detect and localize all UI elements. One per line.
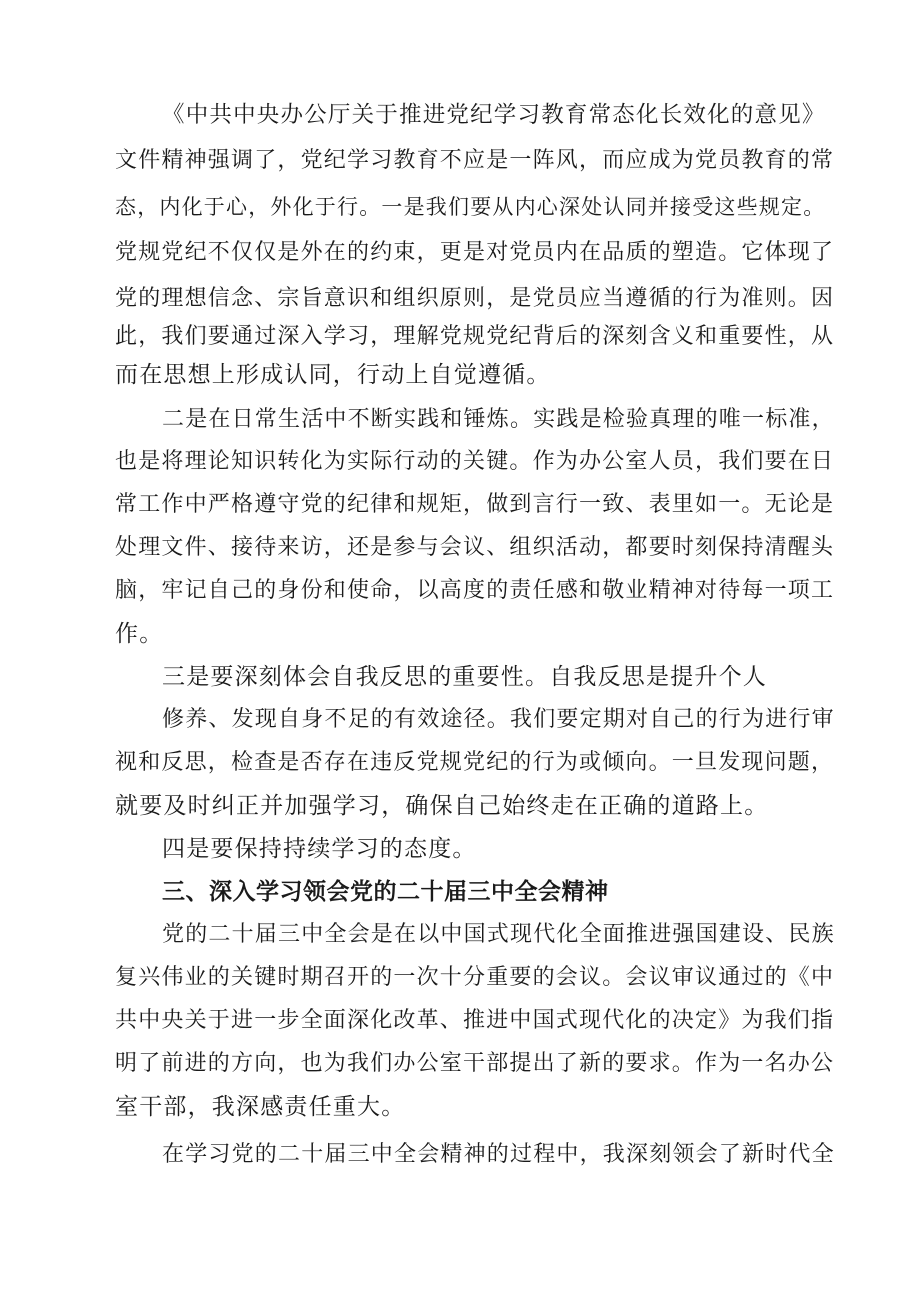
text-line-20: 党的二十届三中全会是在以中国式现代化全面推进强国建设、民族	[162, 922, 835, 947]
text-line-18: 四是要保持持续学习的态度。	[162, 836, 477, 862]
text-line-21: 复兴伟业的关键时期召开的一次十分重要的会议。会议审议通过的《中	[115, 965, 835, 990]
text-line-24: 室干部，我深感责任重大。	[115, 1094, 406, 1120]
text-line-10: 常工作中严格遵守党的纪律和规矩，做到言行一致、表里如一。无论是	[115, 492, 835, 517]
text-line-12: 脑，牢记自己的身份和使命，以高度的责任感和敬业精神对待每一项工	[115, 578, 835, 603]
text-line-7: 而在思想上形成认同，行动上自觉遵循。	[115, 362, 551, 388]
text-line-25: 在学习党的二十届三中全会精神的过程中，我深刻领会了新时代全	[162, 1142, 835, 1167]
text-line-13: 作。	[115, 621, 164, 647]
text-line-4: 党规党纪不仅仅是外在的约束，更是对党员内在品质的塑造。它体现了	[115, 240, 835, 265]
text-line-11: 处理文件、接待来访，还是参与会议、组织活动，都要时刻保持清醒头	[115, 535, 835, 560]
text-line-22: 共中央关于进一步全面深化改革、推进中国式现代化的决定》为我们指	[115, 1008, 835, 1033]
text-line-3: 态，内化于心，外化于行。一是我们要从内心深处认同并接受这些规定。	[115, 195, 826, 219]
section-heading: 三、深入学习领会党的二十届三中全会精神	[162, 879, 609, 905]
text-line-14: 三是要深刻体会自我反思的重要性。自我反思是提升个人	[162, 664, 767, 690]
text-line-15: 修养、发现自身不足的有效途径。我们要定期对自己的行为进行审	[162, 707, 835, 732]
text-line-1: 《中共中央办公厅关于推进党纪学习教育常态化长效化的意见》	[162, 102, 826, 128]
text-line-16: 视和反思，检查是否存在违反党规党纪的行为或倾向。一旦发现问题，	[115, 750, 835, 775]
text-line-23: 明了前进的方向，也为我们办公室干部提出了新的要求。作为一名办公	[115, 1051, 835, 1076]
text-line-9: 也是将理论知识转化为实际行动的关键。作为办公室人员，我们要在日	[115, 449, 835, 474]
text-line-8: 二是在日常生活中不断实践和锤炼。实践是检验真理的唯一标准，	[162, 407, 835, 432]
text-line-17: 就要及时纠正并加强学习，确保自己始终走在正确的道路上。	[115, 793, 769, 819]
text-line-2: 文件精神强调了，党纪学习教育不应是一阵风，而应成为党员教育的常	[115, 148, 835, 173]
text-line-6: 此，我们要通过深入学习，理解党规党纪背后的深刻含义和重要性，从	[115, 324, 835, 349]
text-line-5: 党的理想信念、宗旨意识和组织原则，是党员应当遵循的行为准则。因	[115, 286, 835, 311]
